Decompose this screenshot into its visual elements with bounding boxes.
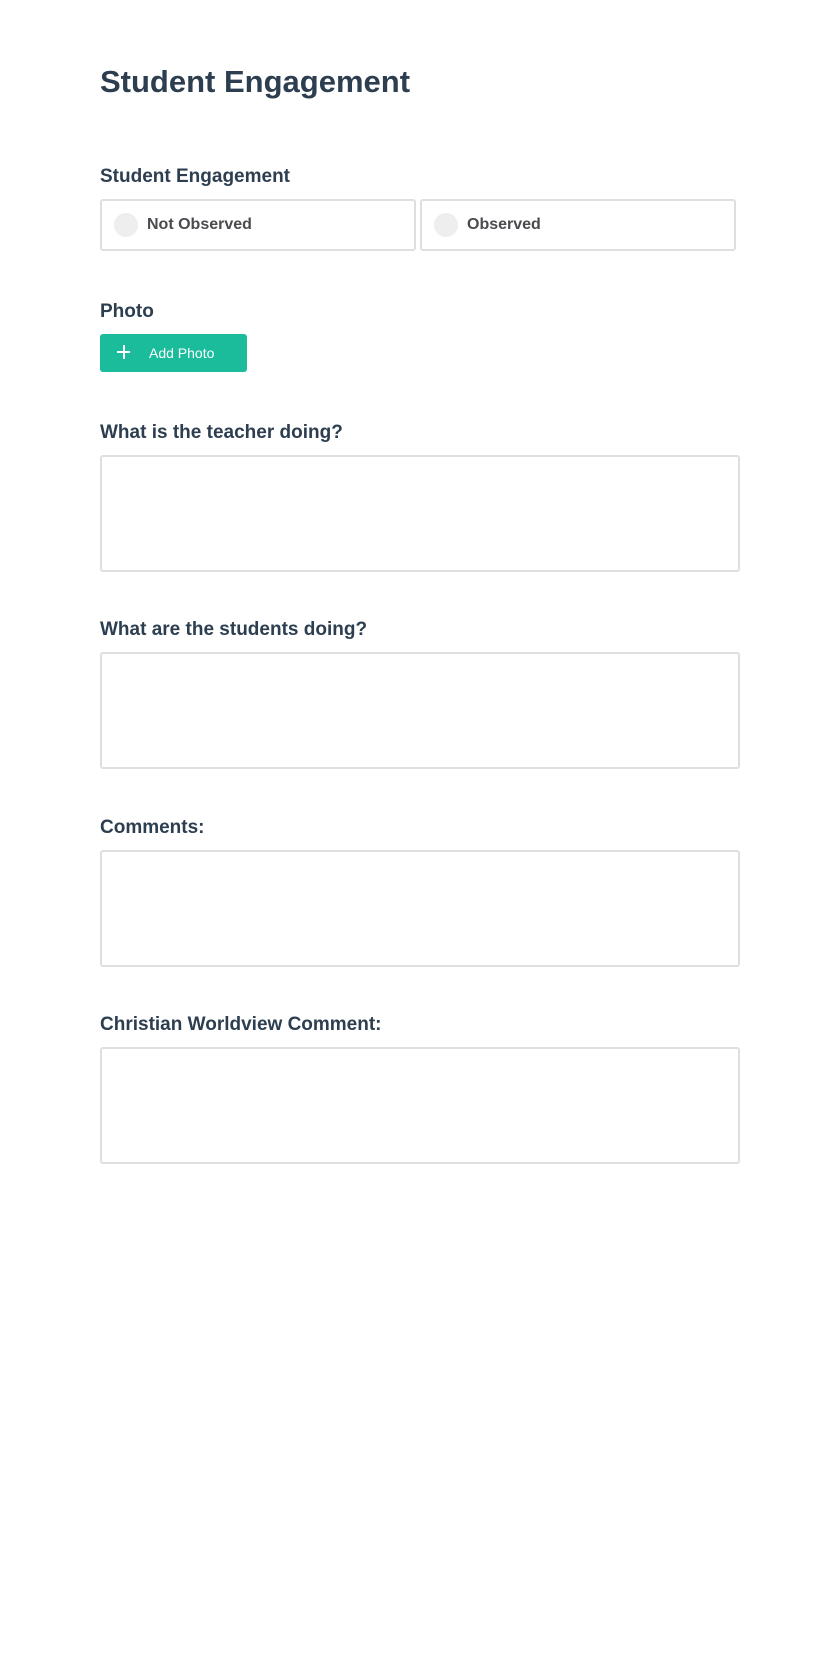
observed-label: Observed [467,216,541,233]
not-observed-label: Not Observed [147,216,252,233]
engagement-radio-group [100,199,737,251]
plus-icon [117,341,131,363]
add-photo-button[interactable] [100,334,247,372]
observed-option[interactable] [420,199,736,251]
students-doing-field[interactable] [100,652,740,769]
comments-field[interactable] [100,850,740,967]
teacher-doing-field[interactable] [100,455,740,572]
radio-button-icon[interactable] [114,213,138,237]
students-doing-label: What are the students doing? [100,619,368,640]
engagement-label: Student Engagement [100,166,291,187]
christian-worldview-label: Christian Worldview Comment: [100,1014,382,1035]
photo-label: Photo [100,301,154,322]
add-photo-label: Add Photo [149,345,215,361]
comments-label: Comments: [100,817,205,838]
teacher-doing-label: What is the teacher doing? [100,422,343,443]
not-observed-option[interactable] [100,199,416,251]
page-title: Student Engagement [100,64,411,99]
christian-worldview-field[interactable] [100,1047,740,1164]
radio-button-icon[interactable] [434,213,458,237]
